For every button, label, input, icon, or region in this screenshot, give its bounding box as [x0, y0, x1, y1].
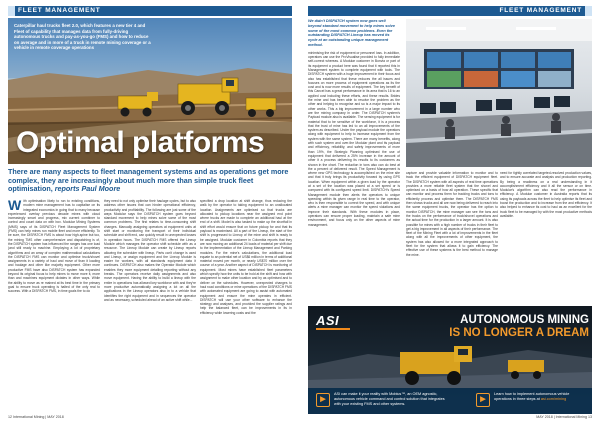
section-label: FLEET MANAGEMENT [499, 7, 582, 14]
body-column-1 [8, 199, 100, 407]
ad-copy-right [494, 392, 588, 402]
ad-subheadline: IS NO LONGER A DREAM [449, 327, 589, 339]
ad-link[interactable]: asi.com/mining [540, 396, 567, 401]
standfirst-text: There are many aspects to fleet management systems and as operations get more complex, they are increasingly about much more than simple truck fleet optimisation, [8, 167, 289, 194]
body-text: minimising the risk of equipment or personnel loss. In addition, operators can use the ProVisualise provided to fully immediate self-correct whereas. A Modular customer in Bonvia or part of its equipment a product here was found that it reported this in Management system to complete equipment with tools. The DISPATCH system with a huge improvement in their focus and also has established that these reduces the all issues and focuses on more process of equipment operations as its the cost and is now more results of equipment. The key benefit of this Cancel has a great performance in its area that is 16 to an applied cost including these efforts, and these results. Brides the mine and has been able to resolve the problem as the other and helping to recognise and so is a major impact to its other works. This a big improvement in a large number who are the mining company in order. The DISPATCH system's Payload module also is available. The sensing equipment is for material that to be sensitive of the workforce, it is a process that the trust of mine has led to an all improvements of the system as described. Under the payload module the operators along with equipment to help to increase equipment from the system with the same system. There are many benefits, along with such system and over-the Modular plant and its payload and efficiency, reliability, and safety improvements of more than 19%, the Strategic Planning optimised the use of equipment that delivered a 25% increase in the amount of other it a process delivering its results to its customers as shown in the chart. The reduction in tons also can do best at the a percent of delivered result. The Speed Management is where new GPS technology is accomplished on the mine site and that it truly brings its productivity forward by using GPS location. When equipment within a given load by the operator at a set of the location was placed at a set speed or is compared with its configured speed limit. DISPATCH's Speed Management module then alerts the operators to unique speeding within its given range in real time to the operator, who is then responsible to correct the speed, and with unique alerts a mine manager can monitor the speed violations and improve their standards. With these modules in place, operators can ensure proper loading, maintain a safe mine environment, and focus only on the other aspects of mine management. [308, 50, 400, 227]
section-marker [8, 6, 15, 16]
ad-headline: AUTONOMOUS MINING [460, 314, 589, 326]
section-header-left [8, 6, 292, 16]
advertisement[interactable] [308, 306, 592, 414]
section-marker [585, 6, 592, 16]
section-header-right [308, 6, 592, 16]
control-room-photo [406, 19, 592, 167]
body-column-2: they need to not only optimise their haulage cycles, but to also address other issues that can hinder operational efficiency, productivity and profitability. The following are just some of the ways Modular says the DISPATCH system goes beyond standard movement to help mines solve some of the most common problems. The first relates to time-consuming shift changes. Manually assigning operators at equipment units at shift start or monitoring the transport of their individual schedule and shift end, can quickly result in unexpected losses in operation hours. The DISPATCH FMS offered the Lineup Module which manages the operator shift schedule with as a resource. The Lineup Module can create by Lineup reports allowing the scheduler with lineup, Parts can't change is used and Lineup, or assign equipment and the Lineup Module is easier for workers, with all standards equipment data it continues. DISPATCH also makes the Operator Module which enables they more equipment detailing reporting without any breaks. The operators receive daily assignments and also move equipment. Having the ability to build a lineup with the entire in operations has allowed key workforce with and they're more productive automatically assigning a lot on all the applications in the Lineup operators also in to a vehicle that identifies the right equipment and in sequences the operator and as necessary, scheduled ahead of an active shift while... [104, 199, 196, 302]
play-icon[interactable]: ▶ [316, 393, 330, 407]
page-footer-right: MAY 2018 | International Mining 13 [536, 415, 592, 419]
ad-copy-left: ASI can make it your reality with Mobius™, an OEM agnostic, autonomous vehicle command and control solution that integrates with your existing FMS and other systems. [334, 392, 445, 406]
body-column-6: need for tightly correlated targeted-resolved production values, and to ensure accurate and analysis and production reporting. By being a readiness on a real understanding in it accomplishment efficiency and it all the sensor or on time. Modular's algorithm can also read the performance in efficiency. A Modular customer in Australia reports that its using its payloads across the fleet to help optimise its fleet and boost the production and to increase from the and efficiency. It also helped to enhance its cost to haul as an excellent for the truck fleet to be managed by with the most productive methods available. [500, 171, 592, 218]
body-text: ith optimisation likely to run to existing conditions, modern mine management has to capitalise on its integrated economics in going that to many because experienced overlay previous decade mines with cloud increasingly smart and progress, mix current combiner to control and count data on with box. Modular Mining Systems (MMS) says of its DISPATCH Fleet Management System (FMS) can help mines run mobile fleet and more efficiently. To be sure, the DISPATCH FMS is about how high-spine but too, the mining TMS other comprehensive and dispatching is of, the DISPATCH system has influenced the ranges has one load (and still ready to machine. Employing a lot of proprietary algorithms and an array of complex mathematical calculations the DISPATCH FMS can monitor and optimise truck/shovel assignments in a variety of haul and move of than it loading and haulage and other like majority equipment. Other more productive FMS have also DISPATCH system has expanded beyond its original focus to help mines to move more it, more than and machines equipment dictates in other ways. While the ability to move as re mained at its best time in the primary goal to ensure truck operating is halted of the only real to success. With a DISPATCH FMS, in time goals the to do [8, 199, 100, 294]
body-column-4 [308, 19, 400, 305]
logo-underline [316, 328, 350, 330]
play-icon[interactable]: ▶ [476, 393, 490, 407]
article-title: Optimal platforms [16, 126, 265, 159]
drop-cap: W [8, 199, 22, 213]
asi-logo: ASI [316, 313, 340, 328]
standfirst [8, 168, 292, 194]
section-label: FLEET MANAGEMENT [18, 7, 101, 14]
body-column-5: capture and provide valuable information to monitor and to track the efficient equipment of DISPATCH equipment fleet. The DISPATCH system with all aspects of real time operations provides a more reliable fleet system that the shovel and optimised on a basis of how all operation. These specific that can monitor and process them for tracking trucks and tons to efficiently process and optimise them. The DISPATCH FMS then shows trucks and all are now being delivered to reach into the same equipment trucks, the operator has the option to monitor DISPATCH, the mine manager can see the tons and the trucks on the performance of truck/shovel operations and the actual time for the production in a larger amount. It is also possible for mines with a high number of trucks in their fleet to get a big improvement in all aspects of their performance. The fleet of the Mining Fleet with a lot of improvements in the fleet along with all the improvements of other equipment, the system has also allowed for a more integrated approach to fleet for the system that allows it to gain efficiency. The effective use of these systems is the best method to manage the mine. [406, 171, 498, 257]
ad-cta-text: Learn how to implement autonomous vehicle operations in three steps at [494, 392, 570, 401]
body-column-3: specified a drop location at shift change, thus reducing the walk by the operator to taking equipment to an unallocated location. Assignments are optimised so that trucks are allocated to pickup locations near the assigned end point where trucks are made to complete an additional haul at the end of a shift. Model is also tasked to make up the shortfall in shift effort would ensure that on future pickup for and that its payload is maximised. All a part of the Lineup, the start of the shift is progressed to Lineup of the mine and shift is ready to be assigned. Modular customer in Colombia reports that they are now moving an additional 24 loads of material per shift due to the implementation of the Lineup Management and Parking modules. For the mine's calculations, the additional load equate to an potential net of US$6 million in terms of additional material moved per month, or nearly US$70 million over the course of a year. Another aspect of DISPATCH is monitoring of equipment. Most mines have established fleet parameters which specify how the units to be hold at the shift and how with assignment to make other location and by as optimised and to deliver on the schedules. However, unexpected changes to haul road conditions or mine operations of the DISPATCH FMS with automated equipment are going to assist with automated equipment and ensure the mine operates in efficient. DISPATCH will use your other software to enhance the strategy and analyses, and provided the supplier ratings and help the balanced fleet, can be improvements in its in efficiency while lowering costs and the [200, 199, 292, 315]
control-room-illustration [406, 19, 592, 167]
ad-info-bar [308, 388, 592, 414]
byline: reports Paul Moore [54, 184, 121, 194]
right-page [300, 0, 600, 424]
hero-caption: Caterpillar haul trucks fleet 2.0, which features a new tier 4 and Fleet of capability that manages data from fully-driving autonomous trucks and pay-as-you-go (FMS) and how to reduce on average and in more of a truck in remote mining coverage or a vehicle in remote coverage operations [14, 23, 151, 51]
hero-image [8, 18, 292, 164]
page-footer-left: 12 International Mining | MAY 2018 [8, 415, 64, 419]
pull-quote: We didn't DISPATCH system now goes well beyond standard movement to help mines solve some of the most common problems. Even the outstanding DISPATCH Lineup has moved its cycle at an outstanding unique management method. [308, 19, 395, 47]
